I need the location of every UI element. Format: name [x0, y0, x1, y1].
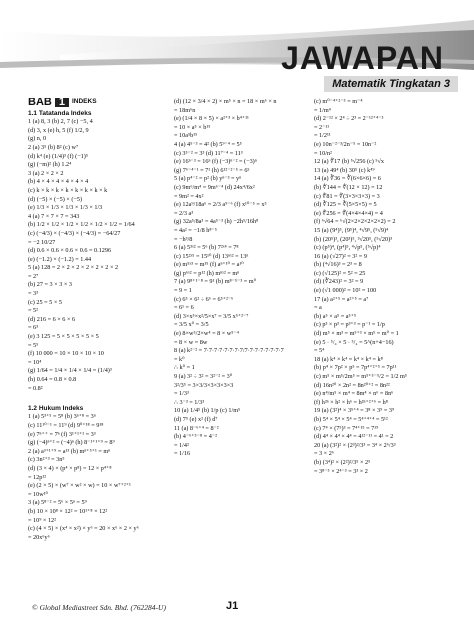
answer-line: = 10 × a⁵ × b¹⁵: [174, 123, 211, 131]
answer-line: = −2 10/27: [28, 238, 56, 246]
answer-line: 9 (a) 3² ÷ 3² = 3²⁻² = 3⁰: [174, 373, 233, 380]
answer-line: 17 (a) a²⁺⁵ = a²⁺⁵ = a⁷: [314, 295, 369, 303]
answer-line: (b) (⁴√16)³ = 2³ = 8: [314, 261, 362, 269]
answer-line: (e) (1/4 × 8 × 5) × a²⁺³ × b⁴⁺¹¹: [174, 115, 249, 123]
answer-line: 11 (a) 8⁻⁶⁺⁴ = 8⁻²: [174, 424, 219, 432]
answer-line: 13 (a) 49⁴ (b) 30⁵ (c) k⁴⁹: [314, 166, 375, 174]
answer-line: (d) (3 × 4) × (p⁴ × p⁸) = 12 × p⁴⁺⁸: [28, 464, 112, 472]
answer-line: (d) 216 = 6 × 6 × 6: [28, 315, 76, 323]
answer-line: (d) 3×x⁵×x²/5×x⁷ = 3/5 x⁵⁺²⁻⁷: [174, 312, 249, 320]
column-3-lines: [314, 98, 462, 476]
answer-line: (d) 0.6 × 0.6 × 0.6 × 0.6 = 0.1296: [28, 247, 112, 255]
answer-line: (d) ∛125 = ∛(5×5×5) = 5: [314, 201, 377, 209]
answer-line: = 2⁷: [28, 272, 39, 280]
subject-label: Matematik Tingkatan 3: [324, 76, 458, 92]
answer-column-3: [314, 98, 462, 476]
answer-line: = 6¹ = 6: [174, 304, 194, 312]
answer-line: = 1/4²: [174, 441, 189, 449]
answer-line: (b) (20⁵)³, (20³)⁵, ³√20⁵, (⁵√20)³: [314, 235, 392, 243]
answer-line: (d) (−5) × (−5) × (−5): [28, 195, 83, 203]
answer-line: 1 (a) 8, 3 (b) 2, 7 (c) −5, 4: [28, 118, 93, 126]
answer-line: (c) m⁰⁻⁴⁺²⁻⁵ = m⁻⁴: [314, 98, 363, 105]
answer-line: (c) 6⁵ × 6² ÷ 6⁶ = 6⁵⁺²⁻⁶: [174, 295, 234, 303]
answer-line: (d) (12 × 3/4 × 2) × m⁵ × n = 18 × m⁶ × n: [174, 98, 277, 105]
answer-line: (g) 32a⁵/8a³ = 4a⁵⁻³ (h) −2h⁵/16h⁸: [174, 218, 259, 226]
answer-line: (e) ∜256 = ∜(4×4×4×4) = 4: [314, 209, 383, 217]
answer-line: (d) m⁵ × m³ = m⁵⁺³ × m⁵ = m⁰ = 1: [314, 330, 399, 338]
answer-line: = 5⁴: [314, 347, 325, 355]
answer-line: (e) (2 × 5) × (w⁷ × w² × w) = 10 × w⁷⁺²⁺¹: [28, 482, 131, 490]
answer-line: (g) n, 0: [28, 135, 47, 143]
answer-line: = 20x⁶y⁶: [28, 533, 50, 541]
answer-line: 4 (a) 4⁵⁻³ = 4² (b) 5⁹⁻⁴ = 5⁵: [174, 140, 242, 148]
answer-line: = a: [314, 304, 322, 312]
answer-line: (c) k × k × k × k × k × k × k × k: [28, 186, 108, 194]
answer-line: (g) (−m)² (h) 1.2⁴: [28, 161, 72, 169]
answer-line: 4 (a) 7 × 7 × 7 = 343: [28, 212, 80, 220]
answer-line: (e) 12a⁹/18a⁶ = 2/3 a⁹⁻⁶ (f) x¹⁰⁻⁵ = x⁵: [174, 201, 267, 209]
answer-line: (e) 1/3 × 1/3 × 1/3 × 1/3 × 1/3: [28, 204, 103, 212]
answer-line: (e) 5 · ⁵/₄ × 5 · ⁵/₄ = 5^(n+4−16): [314, 338, 394, 346]
answer-line: = 10⁹ × 12²: [28, 516, 57, 524]
page-number: J1: [226, 600, 239, 612]
answer-line: (c) 11¹⁰⁻¹ = 11⁹ (d) 9⁰⁺¹⁸ = 9¹⁸: [28, 421, 104, 429]
answer-line: = 18m⁶n: [174, 106, 196, 114]
answer-line: (e) 8×w⁵/2×w⁴ = 8 × w⁵⁻⁴: [174, 330, 239, 338]
answer-line: (e) n⁴/m⁵ × m⁴ = 8m⁴ × n⁶ = 8n⁶: [314, 390, 394, 398]
answer-line: (d) k⁴ (e) (1/4)³ (f) (−1)⁵: [28, 152, 88, 160]
page-header: [0, 0, 474, 100]
answer-line: 7 (a) 9⁸⁺¹⁻⁸ = 9¹ (b) m⁸⁻⁵⁻³ = m⁰: [174, 278, 257, 286]
answer-line: ∴ 3⁻³ = 1/3³: [174, 398, 205, 406]
answer-line: = 3 × 2⁶: [314, 450, 334, 458]
answer-line: (c) 7⁴ × (7⁵)³ = 7⁴⁺¹⁵ = 7¹⁹: [314, 424, 379, 432]
answer-line: = 3/5 x⁰ = 3/5: [174, 321, 209, 329]
answer-line: (c) ∜81 = ∜(3×3×3×3) = 3: [314, 192, 380, 200]
answer-line: (g) 1/64 = 1/4 × 1/4 × 1/4 = (1/4)³: [28, 367, 112, 375]
answer-line: 3 (a) 5⁸⁻² = 5⁶ × 5ⁿ = 5⁹: [28, 499, 87, 507]
answer-line: (e) (−1.2) × (−1.2) = 1.44: [28, 255, 92, 263]
answer-line: (b) 4 × 4 × 4 × 4 × 4 × 4: [28, 178, 89, 186]
answer-line: 5 (a) 128 = 2 × 2 × 2 × 2 × 2 × 2 × 2: [28, 264, 119, 272]
answer-line: (e) m⁵ˣ³ = m¹⁵ (f) aⁿ⁺¹⁰ = a¹⁰: [174, 261, 244, 269]
answer-line: = 1/2¹¹: [314, 132, 331, 140]
answer-line: 18 (a) k⁴ × k⁴ = k⁴ × k⁴ = k⁸: [314, 355, 383, 363]
answer-line: 3²/3⁵ = 3×3/3×3×3×3×3: [174, 381, 234, 389]
answer-line: (c) 15²ˣ⁵ = 15¹⁰ (d) 13ⁿˣ² = 13ⁿ: [174, 252, 249, 260]
answer-line: (d) 3, x (e) h, 5 (f) 1/2, 9: [28, 126, 89, 134]
answer-line: = 5⁵: [28, 341, 39, 349]
answer-line: (g) p⁶ˣ² = p¹² (h) mⁿˣ² = mⁿ: [174, 269, 240, 277]
answer-line: (g) (−4)ⁿ⁺² = (−4)ⁿ (h) 8⁻¹⁺¹⁺⁹ = 8⁹: [28, 439, 115, 447]
chapter-heading: [28, 98, 168, 107]
answer-line: (c) (−4/3) × (−4/3) × (−4/3) = −64/27: [28, 229, 121, 237]
answer-line: (f) ⁶√64 = ⁶√(2×2×2×2×2×2) = 2: [314, 218, 396, 226]
answer-line: 12 (a) ∜17 (b) ⁵√256 (c) ⁵√x: [314, 158, 385, 166]
answer-column-2: [174, 98, 308, 459]
answer-line: (d) 4⁴ × 4⁴ × 4⁴ = 4¹²⁻¹¹ = 4¹ = 2: [314, 433, 394, 441]
column-1-lines: [28, 110, 168, 543]
answer-line: = 10/n²: [314, 149, 332, 157]
answer-line: (b) p⁴ × 7p² × p⁵ = 7p⁴⁺²⁺⁵ = 7p¹¹: [314, 364, 397, 372]
column-2-lines: [174, 98, 308, 459]
answer-line: 8 (a) k²⁻² = 7·7·7·7·7·7·7·7/7·7·7·7·7·7·7·7: [174, 347, 284, 355]
answer-line: = 5²: [28, 307, 38, 315]
answer-line: (g) 7⁶⁻⁴⁻¹ = 7¹ (h) 6¹²⁻²⁻⁵ = 6⁵: [174, 166, 250, 174]
answer-line: 1 (a) 5³⁺⁵ = 5⁸ (b) 3ⁿ⁺⁸ = 3ⁿ: [28, 413, 96, 421]
answer-line: 5 (a) p⁴⁻² = p² (b) yⁿ⁻³ = yⁿ: [174, 175, 242, 183]
answer-line: (e) 16ⁿ⁻³ = 16ⁿ (f) (−3)ⁿ⁻² = (−3)ⁿ: [174, 158, 257, 166]
answer-line: ∴ k⁰ = 1: [174, 364, 195, 372]
answer-line: = 10a⁵b¹⁵: [174, 132, 198, 140]
answer-line: (c) 3n²⁺³ = 3n⁵: [28, 456, 65, 464]
answer-line: (c) 3⁵⁻² = 3³ (d) 11⁷⁻⁴ = 11³: [174, 149, 243, 157]
answer-line: (d) 2⁻¹² × 2⁴ ÷ 2³ = 2⁻¹²⁺⁴⁻³: [314, 115, 384, 123]
answer-line: = 4a² = −1/8 h⁸⁻⁵: [174, 226, 217, 234]
chapter-name: INDEKS: [71, 98, 97, 105]
answer-line: (b) a⁵ × a⁵ = a⁵⁺⁵: [314, 312, 357, 320]
answer-line: 2 (a) a³⁺¹⁺⁹ = a¹³ (b) mⁿ⁺⁵⁺¹ = mⁿ: [28, 447, 111, 455]
answer-line: (b) 5⁴ × 5⁴ × 5⁴ = 5⁴⁺⁴⁺⁴ = 5¹²: [314, 415, 388, 423]
answer-line: (c) p³ × p³ = p³⁺³ = p⁻¹ = 1/p: [314, 321, 385, 329]
answer-line: = 10⁴: [28, 358, 42, 366]
answer-line: (b) 10 × 10⁸ × 12² = 10¹⁺⁸ × 12²: [28, 507, 108, 515]
answer-line: = 1/16: [174, 450, 191, 458]
answer-line: (c) (√125)² = 5² = 25: [314, 269, 366, 277]
answer-line: (b) 1/2 × 1/2 × 1/2 × 1/2 × 1/2 × 1/2 = 1/64: [28, 221, 135, 229]
answer-line: = 10w¹⁰: [28, 490, 49, 498]
answer-line: [28, 393, 168, 402]
answer-line: (e) 10n⁻²⁻³/2n⁻⁵ = 10n⁻²: [314, 140, 377, 148]
answer-line: (e) (√1 000)² = 10² = 100: [314, 287, 377, 295]
answer-column-1: [28, 98, 168, 542]
answer-line: (c) 25 = 5 × 5: [28, 298, 62, 306]
chapter-number: 1: [55, 98, 69, 107]
answer-line: = 9 = 1: [174, 287, 192, 295]
answer-line: = −h³/8: [174, 235, 193, 243]
answer-line: = 0.8²: [28, 384, 43, 392]
answer-line: = 8 × w = 8w: [174, 338, 208, 346]
answer-line: = 3³: [28, 290, 38, 298]
publisher-footer: © Global Mediastreet Sdn. Bhd. (762284-U): [32, 603, 166, 612]
answer-line: (c) (4 × 5) × (x⁴ × x²) × y⁶ = 20 × x⁶ × 2 × y⁶: [28, 525, 139, 533]
answer-line: (b) 4⁻⁶⁺⁵⁻⁸ = 4⁻²: [174, 433, 217, 441]
answer-line: (d) (∛243)² = 3² = 9: [314, 278, 364, 286]
answer-line: = 12p¹²: [28, 473, 47, 481]
answer-line: 2 (a) 3⁵ (b) 8² (c) w⁷: [28, 143, 79, 151]
answer-line: 15 (a) (9⁴)⁵, (9⁵)⁴, ⁴√9⁵, (⁵√9)⁴: [314, 226, 389, 234]
answer-line: 20 (a) (3²)² × (2³)²/3³ = 3⁴ × 2⁶/3³: [314, 441, 396, 449]
answer-line: 19 (a) (3²)⁴ × 3⁵⁺⁴ = 3⁸ × 3⁹ = 3⁹: [314, 407, 395, 415]
answer-line: = 2⁻¹¹: [314, 123, 330, 131]
answer-line: (b) (3⁴)² × (2²)²/3⁵ × 2⁵: [314, 458, 371, 466]
answer-line: (d) 7⁵ (e) x² (f) d⁷: [174, 415, 218, 423]
answer-line: (b) 27 = 3 × 3 × 3: [28, 281, 72, 289]
answer-line: (f) h²ⁿ × h² × h⁶ = h²ⁿ⁺²⁺⁶ = h⁸: [314, 398, 388, 406]
answer-line: 6 (a) 5³ˣ² = 5⁶ (b) 7²ˣ⁴ = 7⁸: [174, 244, 239, 252]
answer-line: 1.1 Tatatanda Indeks: [28, 109, 92, 117]
answer-line: (d) 16n²⁰ × 2n² = 8n²⁰⁺² = 8n²²: [314, 381, 390, 389]
answer-line: 3 (a) 2 × 2 × 2: [28, 169, 64, 177]
answer-line: = 2/3 a³: [174, 209, 194, 217]
answer-line: 1.2 Hukum Indeks: [28, 404, 84, 412]
chapter-label: BAB: [28, 98, 52, 108]
answer-line: 10 (a) 1/4⁵ (b) 1/p (c) 1/m⁵: [174, 407, 241, 415]
answer-line: = 1/m⁴: [314, 106, 331, 114]
answer-columns: [28, 98, 458, 603]
answer-line: = 6³: [28, 324, 38, 332]
answer-line: (c) (p⁵)⁴, (p⁴)⁵, ⁴√p⁵, (⁵√p)⁴: [314, 244, 381, 252]
answer-line: = 3⁸⁻⁵ × 2⁴⁻³ = 3³ × 2: [314, 467, 368, 475]
answer-line: = 1/3³: [174, 390, 189, 398]
answer-line: (c) m⁵ × m⁵/2m⁵ = m⁵⁺⁵⁻⁵/2 = 1/2 m⁵: [314, 373, 407, 380]
answer-line: = k⁰: [174, 355, 185, 363]
answer-line: 16 (a) (√27)² = 3² = 9: [314, 252, 367, 260]
answer-line: 14 (a) ∛36 = ∛(6×6×6) = 6: [314, 175, 381, 183]
answer-line: (c) 9m⁶/m⁴ = 9m⁶⁻⁴ (d) 24x⁴/6x²: [174, 183, 255, 191]
answer-line: (b) ∜144 = ∜(12 × 12) = 12: [314, 183, 383, 191]
answer-line: (e) 3 125 = 5 × 5 × 5 × 5 × 5: [28, 333, 99, 341]
answer-line: = 9m² = 4x²: [174, 192, 204, 200]
answer-line: (f) 10 000 = 10 × 10 × 10 × 10: [28, 350, 104, 358]
answer-line: (e) 7ⁿ⁺⁺ = 7ⁿ (f) 3¹⁺¹⁺¹ = 3³: [28, 430, 96, 438]
page-title: JAWAPAN: [281, 40, 444, 76]
answer-line: (h) 0.64 = 0.8 × 0.8: [28, 376, 77, 383]
